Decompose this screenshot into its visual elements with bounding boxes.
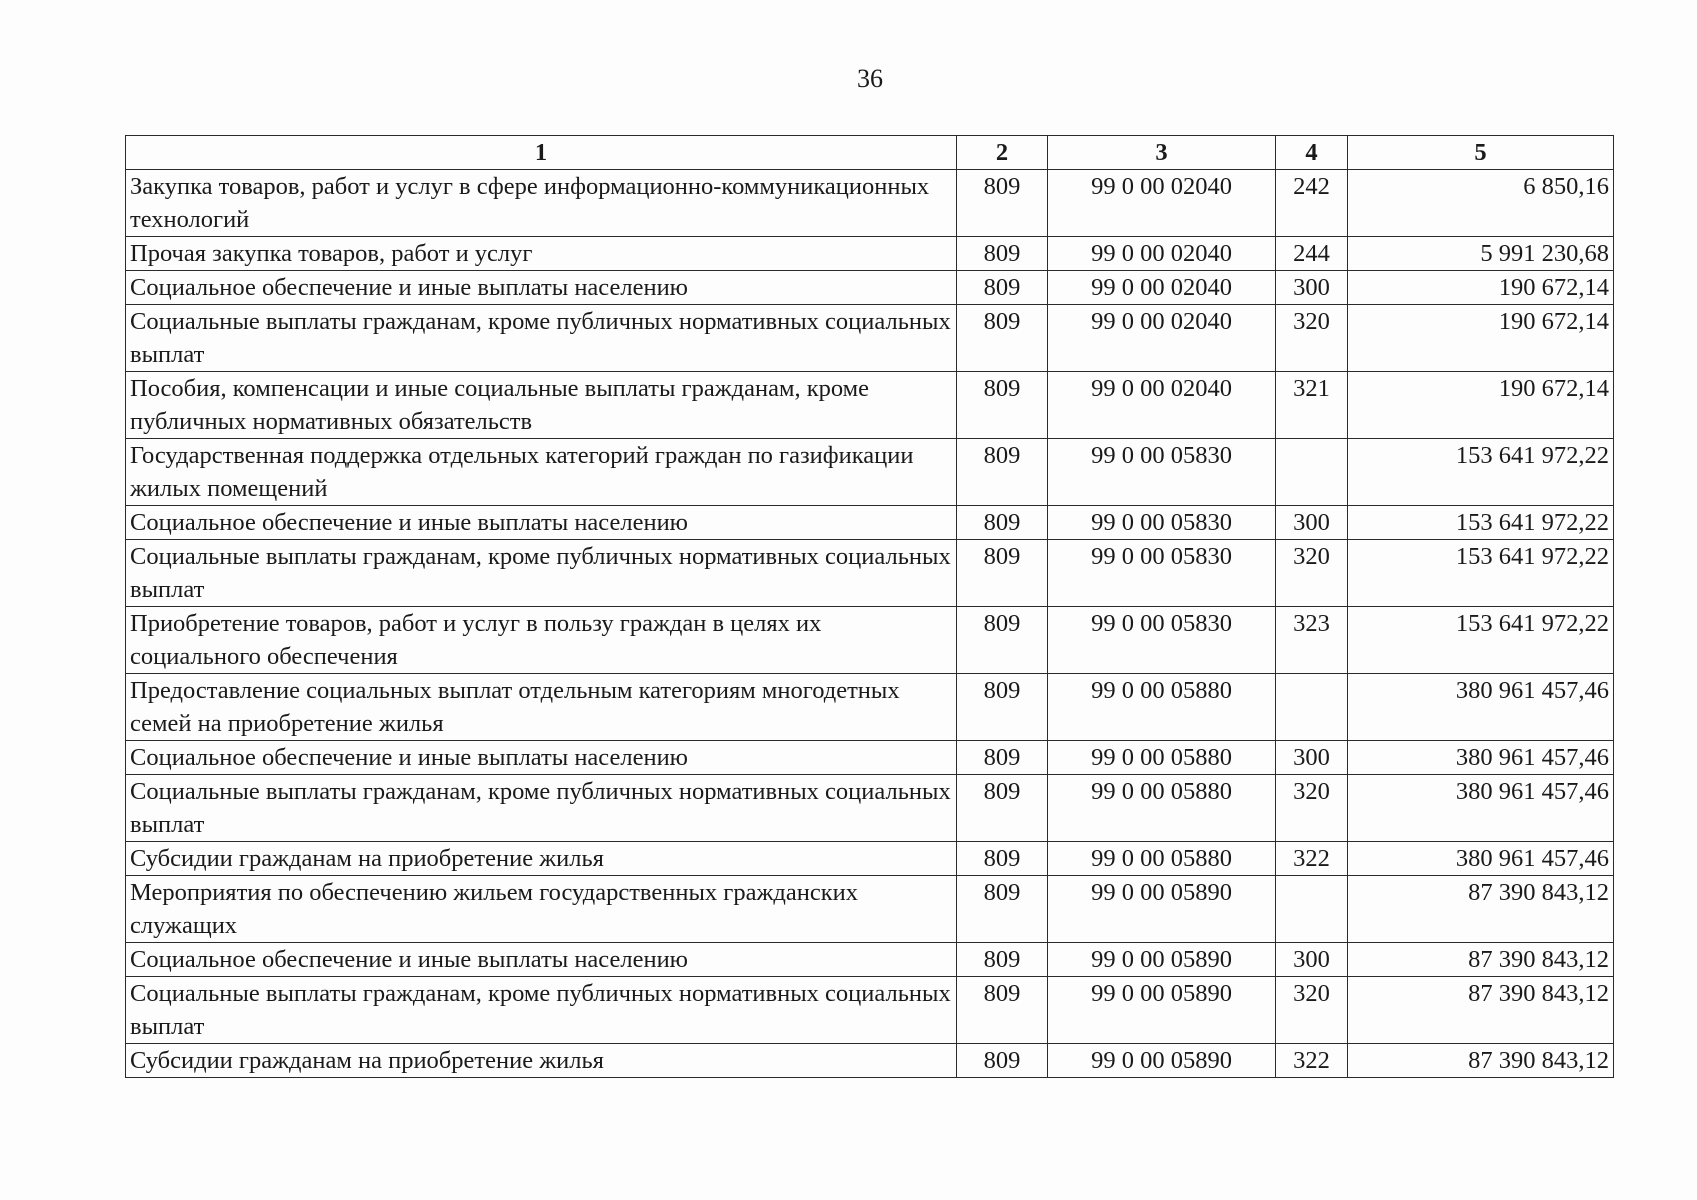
- table-row: [126, 439, 1614, 506]
- table-row: [126, 977, 1614, 1044]
- row-sum-cell: 87 390 843,12: [1348, 977, 1614, 1044]
- table-row: [126, 506, 1614, 540]
- row-sum-cell: 153 641 972,22: [1348, 439, 1614, 506]
- row-sum-cell: 190 672,14: [1348, 372, 1614, 439]
- row-article-cell: 99 0 00 05890: [1048, 943, 1276, 977]
- row-code-cell: 809: [957, 607, 1048, 674]
- page-number: 36: [857, 64, 883, 93]
- row-sum-cell: 87 390 843,12: [1348, 876, 1614, 943]
- table-row: [126, 540, 1614, 607]
- table-row: [126, 607, 1614, 674]
- row-type-cell: 323: [1276, 607, 1348, 674]
- row-sum-cell: 153 641 972,22: [1348, 540, 1614, 607]
- row-article-cell: 99 0 00 05830: [1048, 607, 1276, 674]
- row-type-cell: 300: [1276, 741, 1348, 775]
- table-row: [126, 237, 1614, 271]
- row-name-cell: Социальные выплаты гражданам, кроме публичных нормативных социальных выплат: [126, 540, 957, 607]
- table-row: [126, 170, 1614, 237]
- budget-table: [125, 135, 1614, 1078]
- row-sum-cell: 380 961 457,46: [1348, 674, 1614, 741]
- row-code-cell: 809: [957, 305, 1048, 372]
- row-code-cell: 809: [957, 170, 1048, 237]
- row-type-cell: 320: [1276, 977, 1348, 1044]
- row-name-cell: Субсидии гражданам на приобретение жилья: [126, 842, 957, 876]
- row-article-cell: 99 0 00 02040: [1048, 271, 1276, 305]
- row-code-cell: 809: [957, 1044, 1048, 1078]
- row-name-cell: Социальное обеспечение и иные выплаты населению: [126, 741, 957, 775]
- header-col-1: 1: [126, 136, 957, 170]
- row-name-cell: Социальное обеспечение и иные выплаты населению: [126, 506, 957, 540]
- row-article-cell: 99 0 00 05880: [1048, 741, 1276, 775]
- row-article-cell: 99 0 00 05890: [1048, 1044, 1276, 1078]
- row-sum-cell: 190 672,14: [1348, 305, 1614, 372]
- row-article-cell: 99 0 00 05880: [1048, 674, 1276, 741]
- row-article-cell: 99 0 00 02040: [1048, 170, 1276, 237]
- table-row: [126, 305, 1614, 372]
- row-sum-cell: 87 390 843,12: [1348, 943, 1614, 977]
- row-code-cell: 809: [957, 271, 1048, 305]
- table-row: [126, 842, 1614, 876]
- row-code-cell: 809: [957, 372, 1048, 439]
- row-name-cell: Социальные выплаты гражданам, кроме публичных нормативных социальных выплат: [126, 775, 957, 842]
- table-row: [126, 674, 1614, 741]
- row-sum-cell: 5 991 230,68: [1348, 237, 1614, 271]
- row-sum-cell: 380 961 457,46: [1348, 842, 1614, 876]
- table-header-row: [126, 136, 1614, 170]
- row-type-cell: 300: [1276, 943, 1348, 977]
- row-sum-cell: 190 672,14: [1348, 271, 1614, 305]
- row-sum-cell: 380 961 457,46: [1348, 741, 1614, 775]
- row-type-cell: [1276, 674, 1348, 741]
- row-code-cell: 809: [957, 506, 1048, 540]
- row-code-cell: 809: [957, 741, 1048, 775]
- row-type-cell: 244: [1276, 237, 1348, 271]
- row-code-cell: 809: [957, 842, 1048, 876]
- table-row: [126, 1044, 1614, 1078]
- row-name-cell: Социальное обеспечение и иные выплаты населению: [126, 271, 957, 305]
- row-code-cell: 809: [957, 977, 1048, 1044]
- row-code-cell: 809: [957, 876, 1048, 943]
- row-article-cell: 99 0 00 05880: [1048, 842, 1276, 876]
- row-article-cell: 99 0 00 02040: [1048, 372, 1276, 439]
- row-sum-cell: 87 390 843,12: [1348, 1044, 1614, 1078]
- row-code-cell: 809: [957, 439, 1048, 506]
- row-code-cell: 809: [957, 674, 1048, 741]
- row-type-cell: 322: [1276, 842, 1348, 876]
- row-article-cell: 99 0 00 05880: [1048, 775, 1276, 842]
- row-article-cell: 99 0 00 02040: [1048, 237, 1276, 271]
- row-type-cell: 322: [1276, 1044, 1348, 1078]
- row-name-cell: Предоставление социальных выплат отдельным категориям многодетных семей на приобретение жилья: [126, 674, 957, 741]
- table-body: [126, 170, 1614, 1078]
- row-type-cell: 300: [1276, 506, 1348, 540]
- header-col-4: 4: [1276, 136, 1348, 170]
- table-row: [126, 876, 1614, 943]
- row-type-cell: 320: [1276, 305, 1348, 372]
- row-type-cell: 242: [1276, 170, 1348, 237]
- row-article-cell: 99 0 00 05830: [1048, 439, 1276, 506]
- row-name-cell: Социальное обеспечение и иные выплаты населению: [126, 943, 957, 977]
- header-col-5: 5: [1348, 136, 1614, 170]
- row-sum-cell: 153 641 972,22: [1348, 506, 1614, 540]
- row-name-cell: Мероприятия по обеспечению жильем государственных гражданских служащих: [126, 876, 957, 943]
- row-name-cell: Пособия, компенсации и иные социальные выплаты гражданам, кроме публичных нормативных обязательств: [126, 372, 957, 439]
- row-name-cell: Субсидии гражданам на приобретение жилья: [126, 1044, 957, 1078]
- row-code-cell: 809: [957, 943, 1048, 977]
- row-name-cell: Прочая закупка товаров, работ и услуг: [126, 237, 957, 271]
- row-article-cell: 99 0 00 05830: [1048, 540, 1276, 607]
- row-name-cell: Социальные выплаты гражданам, кроме публичных нормативных социальных выплат: [126, 977, 957, 1044]
- row-name-cell: Приобретение товаров, работ и услуг в пользу граждан в целях их социального обеспечения: [126, 607, 957, 674]
- row-code-cell: 809: [957, 540, 1048, 607]
- table-row: [126, 372, 1614, 439]
- table-row: [126, 741, 1614, 775]
- row-article-cell: 99 0 00 05890: [1048, 977, 1276, 1044]
- row-article-cell: 99 0 00 05830: [1048, 506, 1276, 540]
- row-type-cell: 320: [1276, 775, 1348, 842]
- row-name-cell: Государственная поддержка отдельных категорий граждан по газификации жилых помещений: [126, 439, 957, 506]
- row-name-cell: Закупка товаров, работ и услуг в сфере информационно-коммуникационных технологий: [126, 170, 957, 237]
- row-type-cell: [1276, 876, 1348, 943]
- row-article-cell: 99 0 00 05890: [1048, 876, 1276, 943]
- row-type-cell: 320: [1276, 540, 1348, 607]
- row-article-cell: 99 0 00 02040: [1048, 305, 1276, 372]
- table-row: [126, 271, 1614, 305]
- row-name-cell: Социальные выплаты гражданам, кроме публичных нормативных социальных выплат: [126, 305, 957, 372]
- row-type-cell: 321: [1276, 372, 1348, 439]
- row-sum-cell: 153 641 972,22: [1348, 607, 1614, 674]
- row-code-cell: 809: [957, 237, 1048, 271]
- row-type-cell: [1276, 439, 1348, 506]
- table-row: [126, 775, 1614, 842]
- row-code-cell: 809: [957, 775, 1048, 842]
- header-col-2: 2: [957, 136, 1048, 170]
- row-type-cell: 300: [1276, 271, 1348, 305]
- row-sum-cell: 6 850,16: [1348, 170, 1614, 237]
- row-sum-cell: 380 961 457,46: [1348, 775, 1614, 842]
- table-row: [126, 943, 1614, 977]
- header-col-3: 3: [1048, 136, 1276, 170]
